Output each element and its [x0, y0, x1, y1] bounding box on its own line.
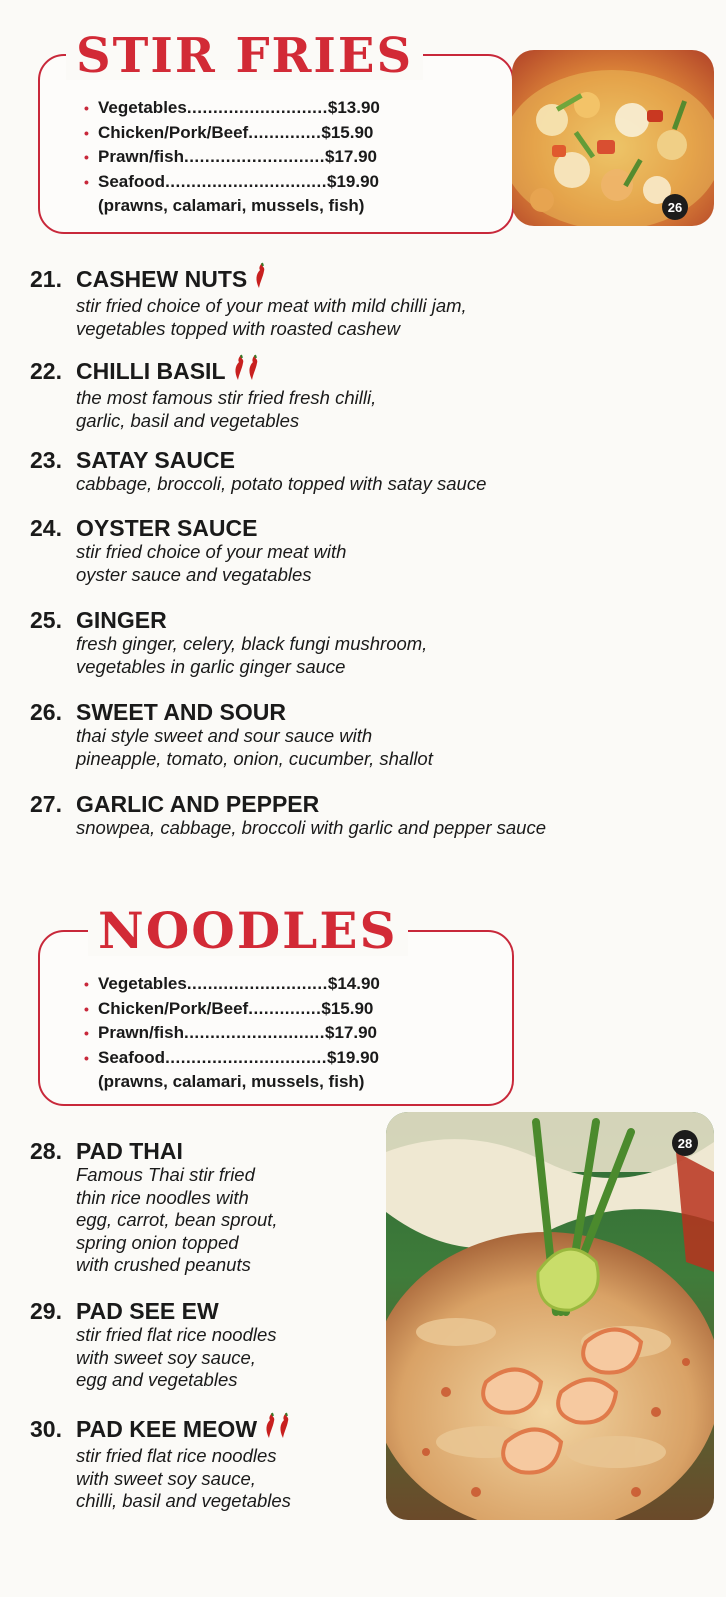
- dish-number: 22.: [30, 357, 62, 384]
- price-row: • Vegetables ........................... $14.90: [84, 972, 380, 997]
- chili-pepper-icon: [253, 262, 267, 295]
- bullet-icon: •: [84, 976, 89, 992]
- bullet-icon: •: [84, 1025, 89, 1041]
- dish-description: stir fried flat rice noodles: [76, 1324, 277, 1345]
- bullet-icon: •: [84, 173, 89, 190]
- price-row: • Chicken/Pork/Beef .............. $15.90: [84, 997, 380, 1022]
- dish-description: fresh ginger, celery, black fungi mushroom,: [76, 633, 428, 654]
- dish-description: cabbage, broccoli, potato topped with satay sauce: [76, 473, 487, 494]
- price-note: (prawns, calamari, mussels, fish): [98, 196, 365, 215]
- dish-name: CASHEW NUTS: [76, 265, 248, 292]
- bullet-icon: •: [84, 100, 89, 116]
- dish-number: 24.: [30, 515, 62, 541]
- dish-number: 29.: [30, 1298, 62, 1324]
- noodles-title: NOODLES: [88, 906, 408, 956]
- dish-description: egg and vegetables: [76, 1369, 238, 1390]
- dish-item: [30, 262, 467, 340]
- dish-number: 26.: [30, 699, 62, 725]
- dish-description: stir fried flat rice noodles: [76, 1445, 277, 1466]
- price-note: (prawns, calamari, mussels, fish): [98, 1072, 365, 1091]
- dish-description: vegetables in garlic ginger sauce: [76, 655, 346, 677]
- dish-item: [30, 607, 427, 678]
- dish-item: [30, 354, 376, 432]
- price-row: • Prawn/fish ........................... $17.90: [84, 145, 380, 170]
- dish-description: egg, carrot, bean sprout,: [76, 1209, 278, 1230]
- dish-name: GINGER: [76, 607, 167, 633]
- dish-description: stir fried choice of your meat with: [76, 541, 347, 562]
- photo-number-badge: 26: [662, 194, 688, 220]
- dish-name: OYSTER SAUCE: [76, 515, 258, 541]
- dish-description: thai style sweet and sour sauce with: [76, 725, 373, 746]
- price-row: • Seafood ............................... $19.90: [84, 1046, 380, 1071]
- bullet-icon: •: [84, 1000, 89, 1017]
- photo-number-badge: 28: [672, 1130, 698, 1156]
- dish-description: with sweet soy sauce,: [76, 1346, 256, 1368]
- dish-number: 28.: [30, 1138, 62, 1164]
- dish-number: 27.: [30, 791, 62, 817]
- price-row: • Prawn/fish ........................... $17.90: [84, 1021, 380, 1046]
- dish-item: [30, 1138, 278, 1277]
- dish-number: 30.: [30, 1415, 62, 1442]
- dish-description: the most famous stir fried fresh chilli,: [76, 387, 377, 408]
- dish-name: PAD THAI: [76, 1138, 183, 1164]
- dish-item: [30, 515, 346, 586]
- chili-pepper-icon: [263, 1412, 293, 1445]
- chili-pepper-icon: [232, 354, 262, 387]
- dish-description: stir fried choice of your meat with mild chilli jam,: [76, 295, 467, 316]
- dish-description: chilli, basil and vegetables: [76, 1490, 291, 1511]
- dish-item: [30, 1298, 277, 1392]
- pad-thai-food-image: [386, 1112, 714, 1520]
- bullet-icon: •: [84, 124, 89, 141]
- dish-description: thin rice noodles with: [76, 1186, 249, 1208]
- dish-description: snowpea, cabbage, broccoli with garlic and pepper sauce: [76, 817, 546, 838]
- noodles-price-list: [84, 972, 380, 1095]
- dish-item: [30, 447, 486, 496]
- price-row: • Vegetables ........................... $13.90: [84, 96, 380, 121]
- dish-description: Famous Thai stir fried: [76, 1164, 255, 1185]
- dish-description: garlic, basil and vegetables: [76, 409, 300, 431]
- stir-fries-title: STIR FRIES: [66, 32, 423, 80]
- dish-description: pineapple, tomato, onion, cucumber, shallot: [76, 747, 433, 769]
- dish-description: vegetables topped with roasted cashew: [76, 317, 400, 339]
- stir-fries-price-list: [84, 96, 380, 219]
- price-row: • Chicken/Pork/Beef .............. $15.90: [84, 121, 380, 146]
- dish-description: oyster sauce and vegatables: [76, 563, 312, 585]
- dish-item: [30, 699, 433, 770]
- dish-number: 25.: [30, 607, 62, 633]
- bullet-icon: •: [84, 149, 89, 165]
- dish-number: 21.: [30, 265, 62, 292]
- bullet-icon: •: [84, 1049, 89, 1066]
- dish-number: 23.: [30, 447, 62, 473]
- dish-item: [30, 1412, 293, 1513]
- dish-name: SWEET AND SOUR: [76, 699, 286, 725]
- dish-name: PAD KEE MEOW: [76, 1415, 258, 1442]
- dish-description: with crushed peanuts: [76, 1254, 251, 1275]
- dish-description: with sweet soy sauce,: [76, 1467, 256, 1489]
- dish-name: GARLIC AND PEPPER: [76, 791, 320, 817]
- pad-thai-photo: [386, 1112, 714, 1520]
- dish-description: spring onion topped: [76, 1231, 239, 1253]
- dish-name: CHILLI BASIL: [76, 357, 226, 384]
- dish-name: PAD SEE EW: [76, 1298, 219, 1324]
- dish-item: [30, 791, 546, 840]
- price-row: • Seafood ............................... $19.90: [84, 170, 380, 195]
- dish-name: SATAY SAUCE: [76, 447, 235, 473]
- stir-fry-photo: [512, 50, 714, 226]
